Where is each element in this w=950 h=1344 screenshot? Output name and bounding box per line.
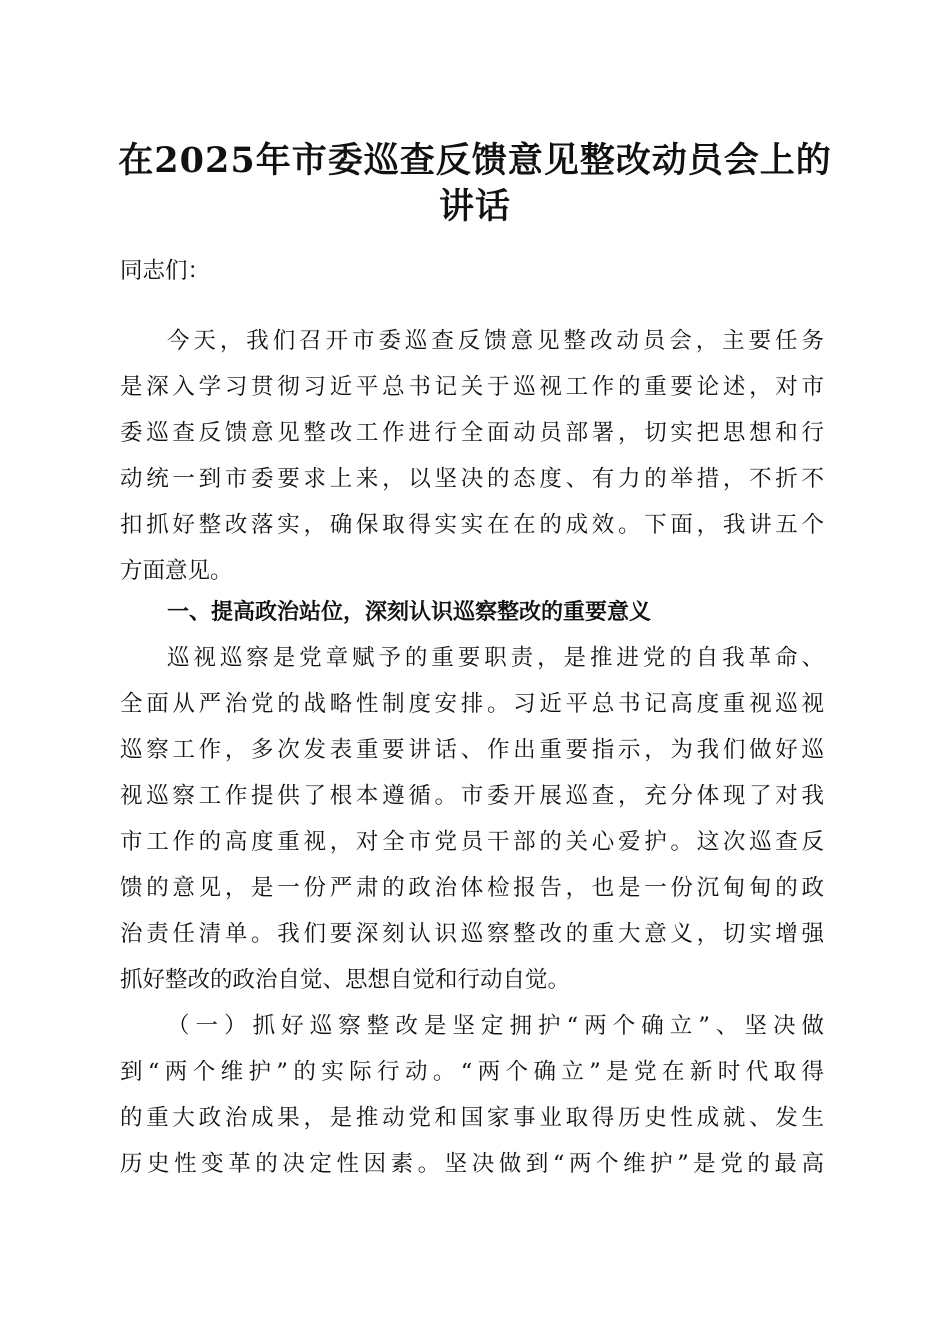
intro-line: 动统一到市委要求上来，以坚决的态度、有力的举措，不折不	[120, 466, 824, 492]
salutation: 同志们：	[120, 258, 211, 284]
section1-line: 治责任清单。我们要深刻认识巡察整改的重大意义，切实增强	[120, 921, 824, 947]
subsection1-line: 历史性变革的决定性因素。坚决做到“两个维护”是党的最高	[120, 1151, 824, 1177]
section-heading-1: 一、提高政治站位，深刻认识巡察整改的重要意义	[167, 600, 652, 625]
document-title-line-2: 讲话	[438, 186, 511, 227]
section1-line: 视巡察工作提供了根本遵循。市委开展巡查，充分体现了对我	[120, 783, 824, 809]
section1-line: 馈的意见，是一份严肃的政治体检报告，也是一份沉甸甸的政	[120, 875, 824, 901]
intro-line: 扣抓好整改落实，确保取得实实在在的成效。下面，我讲五个	[120, 512, 824, 538]
intro-line: 是深入学习贯彻习近平总书记关于巡视工作的重要论述，对市	[120, 374, 824, 400]
section1-line: 巡视巡察是党章赋予的重要职责，是推进党的自我革命、	[167, 645, 824, 671]
section1-line: 巡察工作，多次发表重要讲话、作出重要指示，为我们做好巡	[120, 737, 824, 763]
intro-line: 方面意见。	[120, 558, 233, 584]
subsection1-line: 的重大政治成果，是推动党和国家事业取得历史性成就、发生	[120, 1105, 824, 1131]
document-title-line-1: 在2025年市委巡查反馈意见整改动员会上的	[118, 140, 832, 181]
subsection1-line: （一）抓好巡察整改是坚定拥护“两个确立”、坚决做	[167, 1013, 824, 1039]
intro-line: 委巡查反馈意见整改工作进行全面动员部署，切实把思想和行	[120, 420, 824, 446]
section1-line: 全面从严治党的战略性制度安排。习近平总书记高度重视巡视	[120, 691, 824, 717]
subsection1-line: 到“两个维护”的实际行动。“两个确立”是党在新时代取得	[120, 1059, 824, 1085]
intro-line: 今天，我们召开市委巡查反馈意见整改动员会，主要任务	[167, 328, 824, 354]
section1-line: 抓好整改的政治自觉、思想自觉和行动自觉。	[120, 967, 571, 993]
section1-line: 市工作的高度重视，对全市党员干部的关心爱护。这次巡查反	[120, 829, 824, 855]
